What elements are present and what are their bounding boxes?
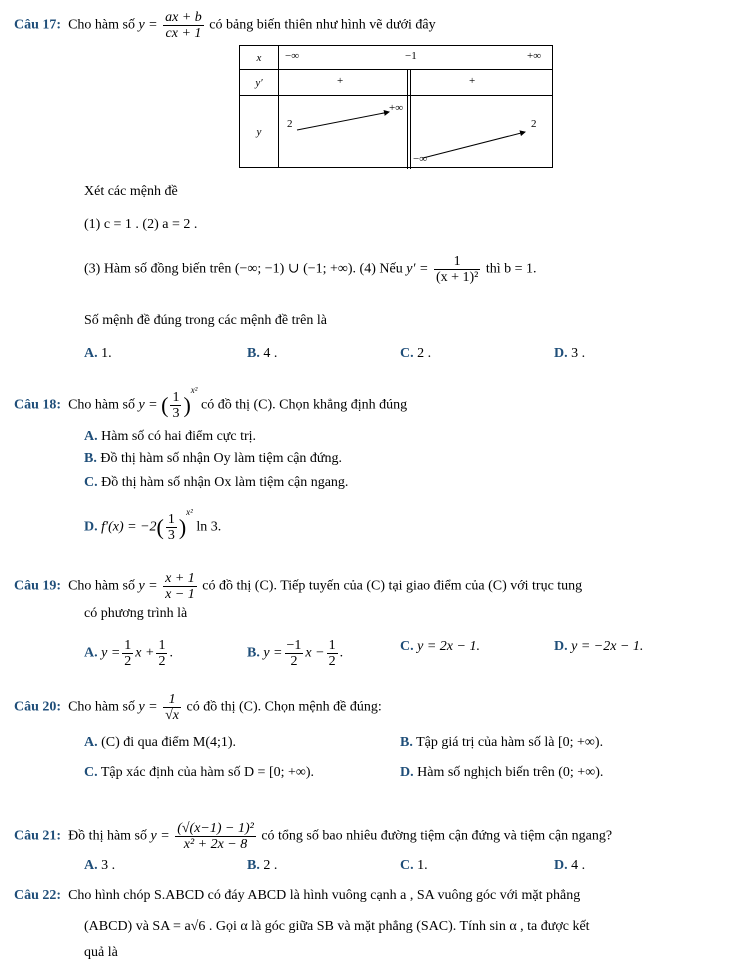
q17-s34-y: y′ = bbox=[406, 261, 429, 277]
q18-func-y: y = bbox=[138, 397, 158, 413]
vt-arrow-right bbox=[423, 132, 525, 158]
vt-yprime-sign-right: + bbox=[469, 75, 476, 87]
q18-d-num: 1 bbox=[167, 512, 175, 527]
q21-label: Câu 21: bbox=[14, 828, 62, 844]
vt-x-pos-inf: +∞ bbox=[527, 50, 542, 62]
option-text: 4 . bbox=[571, 858, 586, 873]
q20-label: Câu 20: bbox=[14, 699, 62, 715]
q19-b-frac1 bbox=[285, 638, 304, 669]
vt-y-left-end: +∞ bbox=[389, 102, 404, 114]
q19-a-frac1 bbox=[122, 638, 133, 669]
q21-option-a[interactable] bbox=[84, 857, 115, 875]
q17-option-d[interactable] bbox=[554, 345, 585, 363]
q18-option-c[interactable] bbox=[84, 474, 348, 492]
q19-func-num: x + 1 bbox=[165, 571, 195, 586]
q18-base-fraction bbox=[170, 390, 181, 421]
vt-x-row bbox=[279, 46, 553, 70]
q19-a-f2-den: 2 bbox=[158, 654, 166, 669]
option-text: Đồ thị hàm số nhận Ox làm tiệm cận ngang. bbox=[101, 475, 349, 490]
q18-d-fraction bbox=[166, 512, 177, 543]
option-key: D. bbox=[84, 519, 98, 535]
q19-a-mid: x + bbox=[135, 645, 155, 661]
q17-label: Câu 17: bbox=[14, 17, 62, 33]
q18-d-den: 3 bbox=[167, 528, 175, 543]
q20-func-num: 1 bbox=[163, 692, 181, 708]
q21-option-c[interactable] bbox=[400, 857, 428, 875]
option-text: 1. bbox=[101, 346, 112, 361]
q20-func-den: √x bbox=[165, 708, 180, 723]
vt-yprime-row bbox=[279, 70, 553, 96]
q21-func-y: y = bbox=[150, 828, 170, 844]
option-text: Hàm số có hai điểm cực trị. bbox=[101, 429, 257, 444]
vt-y-label: y bbox=[240, 96, 279, 168]
q18-intro-post: có đồ thị (C). Chọn khẳng định đúng bbox=[200, 397, 408, 413]
vt-x-minus-one: −1 bbox=[405, 50, 417, 62]
option-key: C. bbox=[400, 858, 414, 873]
q18-option-b[interactable] bbox=[84, 450, 342, 468]
q20-func-y: y = bbox=[138, 699, 158, 715]
q19-b-f2-den: 2 bbox=[328, 654, 336, 669]
option-text: 3 . bbox=[101, 858, 116, 873]
q19-b-f2-num: 1 bbox=[328, 638, 336, 653]
option-key: D. bbox=[554, 858, 568, 873]
q17-s34-fraction bbox=[434, 254, 480, 285]
q18-d-exp: x² bbox=[186, 507, 193, 518]
option-key: B. bbox=[247, 346, 260, 361]
q21-intro-text: Đồ thị hàm số bbox=[68, 828, 151, 844]
q19-option-a[interactable] bbox=[84, 638, 173, 669]
q19-func-y: y = bbox=[138, 578, 158, 594]
option-key: A. bbox=[84, 429, 98, 444]
variation-table bbox=[239, 45, 553, 168]
vt-y-left-start: 2 bbox=[287, 118, 293, 130]
option-key: B. bbox=[84, 451, 97, 466]
q19-a-f1-num: 1 bbox=[124, 638, 132, 653]
option-key: A. bbox=[84, 735, 98, 750]
q17-s34-num: 1 bbox=[434, 254, 480, 270]
q20-func-fraction bbox=[163, 692, 181, 723]
option-key: B. bbox=[400, 735, 413, 750]
q17-statement-1-2: (1) c = 1 . (2) a = 2 . bbox=[84, 217, 198, 232]
q19-func-den: x − 1 bbox=[165, 587, 195, 602]
option-text: Tập giá trị của hàm số là [0; +∞). bbox=[416, 735, 604, 750]
q19-intro-post: có đồ thị (C). Tiếp tuyến của (C) tại giao điểm của (C) với trục tung bbox=[202, 578, 583, 594]
q19-option-d[interactable] bbox=[554, 638, 643, 656]
vt-x-neg-inf: −∞ bbox=[285, 50, 300, 62]
q19-label: Câu 19: bbox=[14, 578, 62, 594]
q18-label: Câu 18: bbox=[14, 397, 62, 413]
vt-y-arrows bbox=[279, 96, 555, 168]
q18-base-den: 3 bbox=[172, 406, 180, 421]
q21-func-den: x² + 2x − 8 bbox=[183, 837, 248, 852]
q20-option-b[interactable] bbox=[400, 734, 603, 752]
q17-func-num: ax + b bbox=[165, 10, 202, 25]
q19-a-f2-num: 1 bbox=[158, 638, 166, 653]
option-key: D. bbox=[554, 639, 568, 654]
q22-line1 bbox=[14, 887, 580, 905]
q18-exp: x² bbox=[190, 385, 198, 396]
option-key: A. bbox=[84, 645, 98, 661]
q17-intro-post: có bảng biến thiên như hình vẽ dưới đây bbox=[209, 17, 436, 33]
q19-intro bbox=[14, 571, 582, 602]
q20-option-c[interactable] bbox=[84, 764, 314, 782]
vt-y-row bbox=[279, 96, 553, 168]
q17-question: Số mệnh đề đúng trong các mệnh đề trên là bbox=[84, 313, 327, 328]
option-text: y = −2x − 1. bbox=[571, 639, 644, 654]
q17-s34-den: (x + 1)² bbox=[435, 270, 479, 285]
option-key: C. bbox=[400, 346, 414, 361]
option-text: Đồ thị hàm số nhận Oy làm tiệm cận đứng. bbox=[100, 451, 343, 466]
q19-b-frac2 bbox=[327, 638, 338, 669]
option-text: 1. bbox=[417, 858, 428, 873]
vt-yprime-label: y′ bbox=[240, 70, 279, 96]
option-text: (C) đi qua điểm M(4;1). bbox=[101, 735, 237, 750]
q19-a-f1-den: 2 bbox=[124, 654, 132, 669]
option-key: C. bbox=[400, 639, 414, 654]
q19-a-frac2 bbox=[156, 638, 167, 669]
q17-statement-3-4 bbox=[84, 254, 537, 285]
q17-s34-pre: (3) Hàm số đồng biến trên (−∞; −1) ∪ (−1; +∞). (4) Nếu bbox=[84, 261, 407, 277]
q18-intro: Câu 18: Cho hàm số y = ( $\frac{1}{3}$ )$^{x^2}$ có đồ thị (C). Chọn khẳng định đúng bbox=[14, 385, 408, 421]
q18-option-a[interactable] bbox=[84, 428, 256, 446]
option-text: 2 . bbox=[263, 858, 278, 873]
q17-intro bbox=[14, 10, 436, 41]
option-key: D. bbox=[400, 765, 414, 780]
option-text: Hàm số nghịch biến trên (0; +∞). bbox=[417, 765, 604, 780]
option-text: 4 . bbox=[263, 346, 278, 361]
vt-y-right-start: −∞ bbox=[413, 153, 428, 165]
q19-option-c[interactable] bbox=[400, 638, 480, 656]
q20-intro-post: có đồ thị (C). Chọn mệnh đề đúng: bbox=[186, 699, 382, 715]
option-key: B. bbox=[247, 858, 260, 873]
q20-option-d[interactable] bbox=[400, 764, 603, 782]
option-key: B. bbox=[247, 645, 260, 661]
q17-consider: Xét các mệnh đề bbox=[84, 184, 178, 199]
vt-y-right-end: 2 bbox=[531, 118, 537, 130]
vt-yprime-sign-left: + bbox=[337, 75, 344, 87]
q22-label: Câu 22: bbox=[14, 888, 62, 903]
option-text: Tập xác định của hàm số D = [0; +∞). bbox=[100, 765, 315, 780]
q19-func-fraction bbox=[163, 571, 197, 602]
q18-option-d[interactable]: D. f′(x) = −2( $\frac{1}{3}$ )$^{x^2}$ ln 3. bbox=[84, 507, 222, 543]
q17-option-b[interactable] bbox=[247, 345, 277, 363]
q18-d-tail: ln 3. bbox=[196, 519, 222, 535]
vt-x-label: x bbox=[240, 46, 279, 70]
vt-arrow-left bbox=[297, 112, 389, 130]
q20-intro bbox=[14, 692, 382, 723]
q17-option-c[interactable] bbox=[400, 345, 431, 363]
option-text: 3 . bbox=[571, 346, 586, 361]
q20-option-a[interactable] bbox=[84, 734, 236, 752]
option-key: C. bbox=[84, 765, 98, 780]
q19-b-f1-den: 2 bbox=[290, 654, 298, 669]
q19-intro-line2: có phương trình là bbox=[84, 606, 188, 621]
q21-func-fraction bbox=[175, 821, 256, 852]
option-key: D. bbox=[554, 346, 568, 361]
option-text: f′(x) = −2 bbox=[101, 519, 157, 535]
q19-intro-text: Cho hàm số bbox=[68, 578, 139, 594]
q19-b-f1-num: −1 bbox=[286, 638, 302, 653]
q20-intro-text: Cho hàm số bbox=[68, 699, 139, 715]
q21-option-b[interactable] bbox=[247, 857, 277, 875]
q19-a-end: . bbox=[169, 645, 173, 661]
q18-base-num: 1 bbox=[172, 390, 180, 405]
q19-b-pre: y = bbox=[263, 645, 283, 661]
q22-line2: (ABCD) và SA = a√6 . Gọi α là góc giữa SB và mặt phẳng (SAC). Tính sin α , ta được kết bbox=[84, 919, 590, 934]
q21-option-d[interactable] bbox=[554, 857, 585, 875]
q19-option-b[interactable] bbox=[247, 638, 343, 669]
q21-func-num: (√(x−1) − 1)² bbox=[177, 821, 254, 836]
q19-b-mid: x − bbox=[305, 645, 325, 661]
q17-option-a[interactable] bbox=[84, 345, 112, 363]
q19-a-pre: y = bbox=[101, 645, 121, 661]
q22-line1-text: Cho hình chóp S.ABCD có đáy ABCD là hình vuông cạnh a , SA vuông góc với mặt phẳng bbox=[68, 888, 581, 903]
option-text: y = 2x − 1. bbox=[417, 639, 480, 654]
q17-func-fraction bbox=[163, 10, 204, 41]
q21-intro bbox=[14, 821, 612, 852]
option-key: A. bbox=[84, 346, 98, 361]
q21-intro-post: có tổng số bao nhiêu đường tiệm cận đứng và tiệm cận ngang? bbox=[261, 828, 613, 844]
q17-s34-post: thì b = 1. bbox=[485, 261, 537, 277]
q17-intro-text: Cho hàm số bbox=[68, 17, 139, 33]
option-key: C. bbox=[84, 475, 98, 490]
q18-intro-text: Cho hàm số bbox=[68, 397, 139, 413]
q22-line3: quả là bbox=[84, 945, 118, 960]
option-text: 2 . bbox=[417, 346, 432, 361]
vt-yprime-double-bar bbox=[407, 69, 411, 97]
option-key: A. bbox=[84, 858, 98, 873]
q17-func-den: cx + 1 bbox=[165, 26, 202, 41]
q17-func-y: y = bbox=[138, 17, 158, 33]
q19-b-end: . bbox=[339, 645, 344, 661]
